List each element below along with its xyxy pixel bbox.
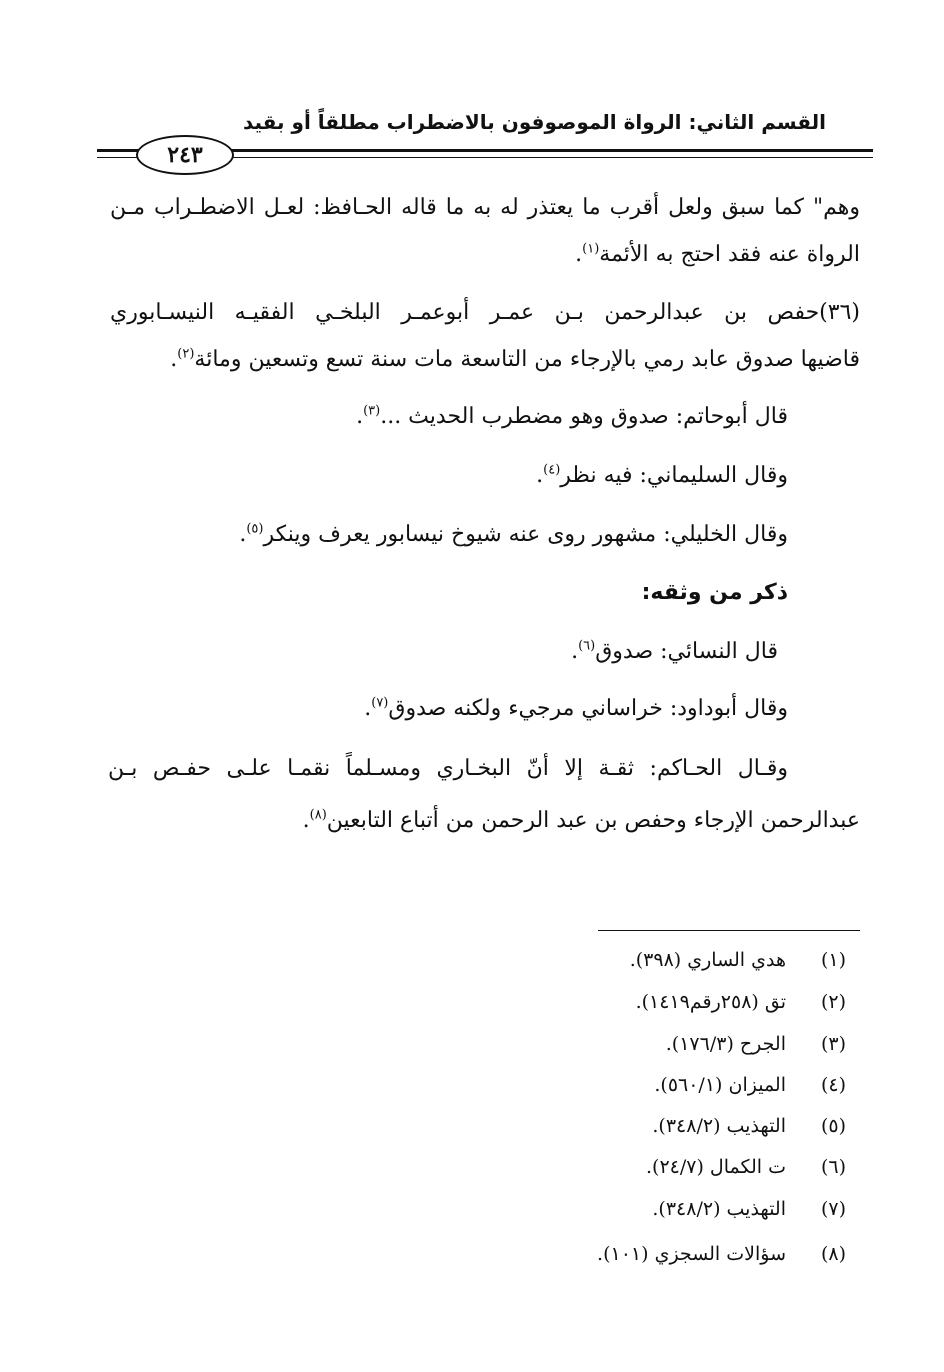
footnote-ref: (١): [582, 241, 600, 257]
footnote-separator: [598, 930, 860, 931]
footnote-ref: (٧): [371, 695, 389, 711]
footnote-text: الميزان (٥٦٠/١).: [654, 1074, 786, 1096]
footnote-ref: (٥): [246, 521, 264, 537]
footnote-text: ت الكمال (٢٤/٧).: [645, 1156, 786, 1178]
footnote-number: (٢): [820, 991, 846, 1013]
footnote-number: (٥): [820, 1115, 846, 1137]
text-line: وقال الخليلي: مشهور روى عنه شيوخ نيسابور يعرف وينكر$^{(٥)}$.: [239, 521, 788, 547]
footnote-number: (٦): [820, 1156, 846, 1178]
footnote-text: التهذيب (٣٤٨/٢).: [652, 1198, 786, 1220]
text-line: قال النسائي: صدوق$^{(٦)}$.: [571, 638, 778, 664]
text-line: قاضيها صدوق عابد رمي بالإرجاء من التاسعة مات سنة تسع وتسعين ومائة$^{(٢)}$.: [170, 346, 860, 372]
footnote-ref: (٣): [363, 403, 381, 419]
footnote-ref: (٨): [309, 807, 327, 823]
footnote-ref: (٢): [177, 346, 195, 362]
running-head-title: القسم الثاني: الرواة الموصوفون بالاضطراب مطلقاً أو بقيد: [242, 110, 826, 134]
footnote-number: (١): [820, 949, 846, 971]
text-line: الرواة عنه فقد احتج به الأئمة$^{(١)}$.: [575, 241, 860, 267]
section-heading: ذكر من وثقه:: [641, 580, 788, 605]
text-line: عبدالرحمن الإرجاء وحفص بن عبد الرحمن من أتباع التابعين$^{(٨)}$.: [302, 807, 860, 833]
footnote-item: [666, 1030, 846, 1058]
footnote-ref: (٦): [578, 638, 596, 654]
footnote-number: (٤): [820, 1074, 846, 1096]
page-number-badge: ٢٤٣: [136, 135, 234, 175]
footnote-item: [597, 1240, 846, 1268]
text-line: قال أبوحاتم: صدوق وهو مضطرب الحديث ...$^{(٣)}$.: [356, 403, 788, 429]
footnote-item: [646, 1153, 846, 1181]
footnote-number: (٨): [820, 1243, 846, 1265]
footnote-number: (٣): [820, 1033, 846, 1055]
footnote-item: [636, 988, 846, 1016]
text-line: وقال السليماني: فيه نظر$^{(٤)}$.: [536, 462, 788, 488]
footnote-item: [654, 1071, 846, 1099]
footnote-text: هدي الساري (٣٩٨).: [629, 949, 786, 971]
footnote-text: التهذيب (٣٤٨/٢).: [652, 1115, 786, 1137]
text-line: وقـال الحـاكم: ثقـة إلا أنّ البخـاري ومسـلماً نقمـا علـى حفـص بـن: [108, 756, 788, 781]
footnote-item: [630, 946, 846, 974]
footnote-number: (٧): [820, 1198, 846, 1220]
text-line: وهم" كما سبق ولعل أقرب ما يعتذر له به ما قاله الحـافظ: لعـل الاضطـراب مـن: [110, 195, 860, 220]
footnote-text: الجرح (١٧٦/٣).: [665, 1033, 786, 1055]
footnote-item: [652, 1195, 846, 1223]
footnote-item: [652, 1112, 846, 1140]
footnote-ref: (٤): [543, 462, 561, 478]
footnote-text: تق (٢٥٨رقم١٤١٩).: [635, 991, 786, 1013]
footnote-text: سؤالات السجزي (١٠١).: [597, 1243, 786, 1265]
text-line: وقال أبوداود: خراساني مرجيء ولكنه صدوق$^{(٧)}$.: [364, 695, 788, 721]
text-line: (٣٦)حفص بن عبدالرحمن بـن عمـر أبوعمـر البلخـي الفقيـه النيسـابوري: [110, 300, 860, 325]
